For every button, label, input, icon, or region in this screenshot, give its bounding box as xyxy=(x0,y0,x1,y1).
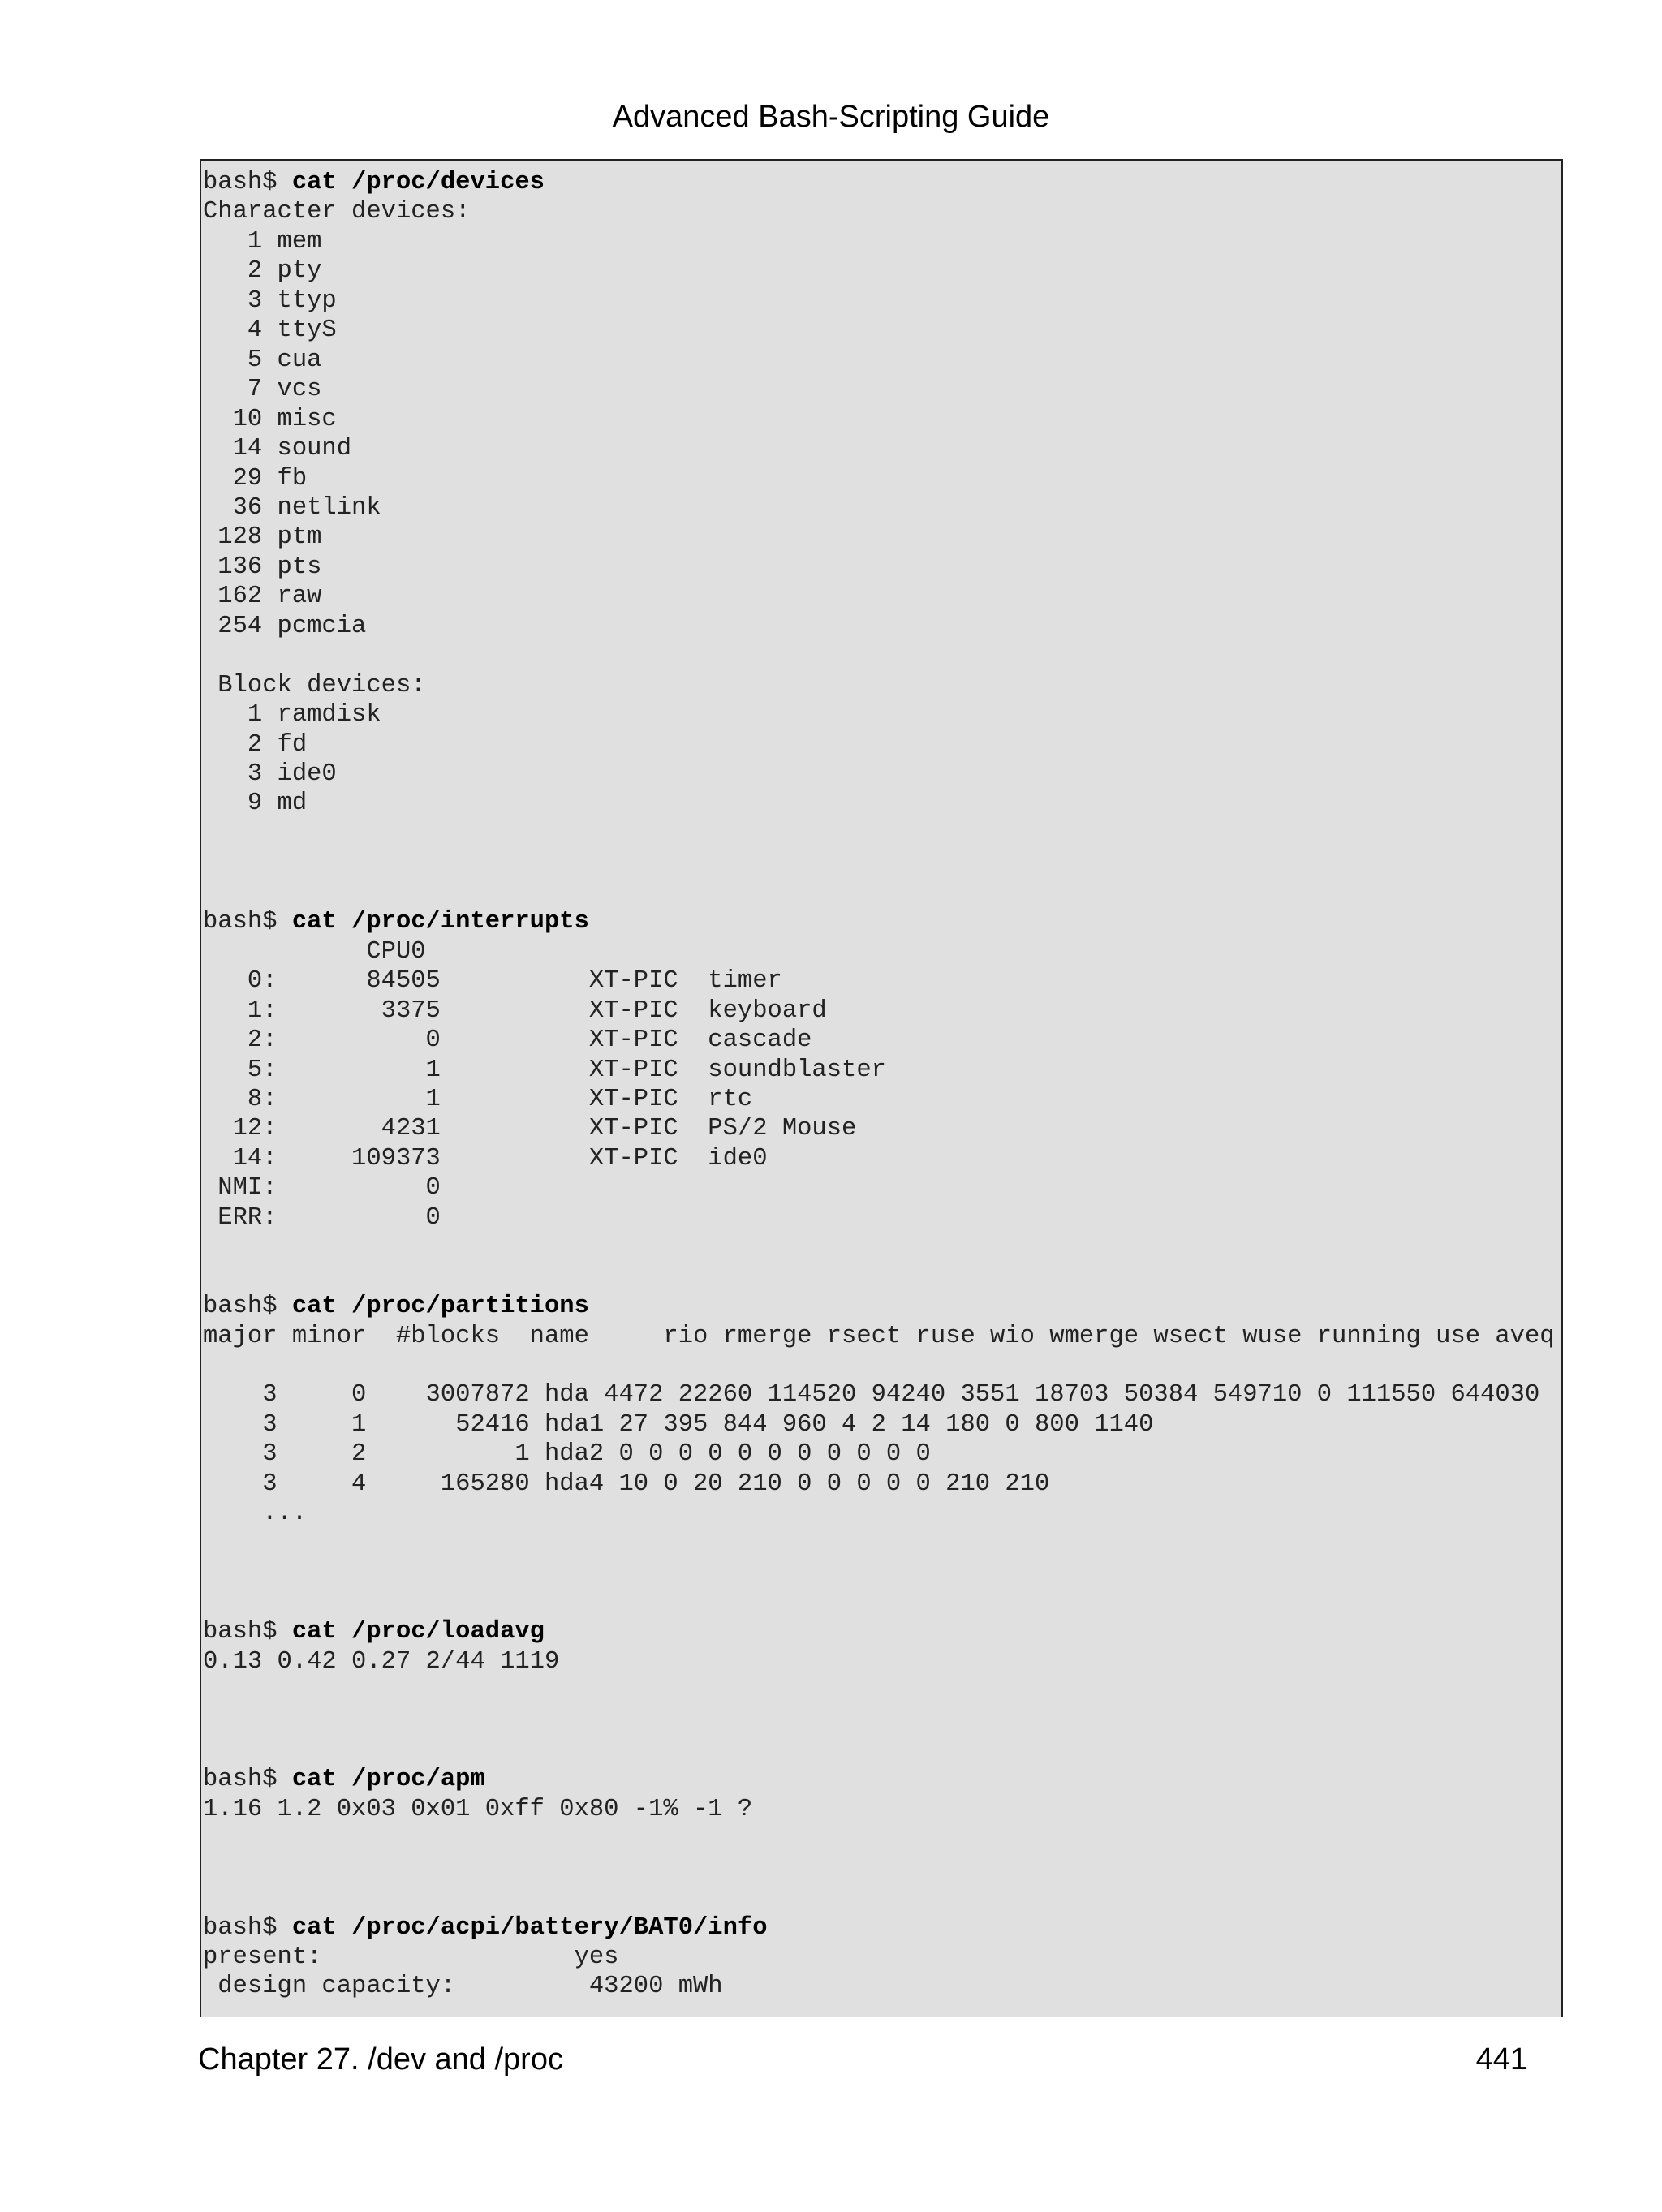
chapter-title: Chapter 27. /dev and /proc xyxy=(198,2042,563,2076)
command-text: cat /proc/loadavg xyxy=(291,1618,545,1646)
output-line: 12: 4231 XT-PIC PS/2 Mouse xyxy=(203,1115,857,1143)
page-header: Advanced Bash-Scripting Guide xyxy=(612,100,1050,134)
output-line: ERR: 0 xyxy=(203,1203,441,1232)
output-line: 8: 1 XT-PIC rtc xyxy=(203,1085,753,1113)
command-line xyxy=(203,907,589,936)
output-line: 2 pty xyxy=(203,257,322,286)
output-line: 3 1 52416 hda1 27 395 844 960 4 2 14 180 0 800 1140 xyxy=(203,1410,1154,1439)
output-line: 4 ttyS xyxy=(203,316,337,345)
output-line: 3 ttyp xyxy=(203,286,337,315)
output-line: 128 ptm xyxy=(203,523,322,552)
output-line: 1.16 1.2 0x03 0x01 0xff 0x80 -1% -1 ? xyxy=(203,1795,753,1823)
page-number: 441 xyxy=(1475,2042,1527,2076)
output-line: NMI: 0 xyxy=(203,1174,441,1203)
output-line: 5 cua xyxy=(203,346,322,374)
command-line xyxy=(203,168,545,197)
output-line: 3 4 165280 hda4 10 0 20 210 0 0 0 0 0 210 210 xyxy=(203,1470,1050,1498)
output-line: 14: 109373 XT-PIC ide0 xyxy=(203,1144,768,1173)
output-line: ... xyxy=(203,1500,308,1528)
shell-prompt: bash$ xyxy=(203,1618,278,1646)
output-line: major minor #blocks name rio rmerge rsect ruse wio wmerge wsect wuse running use aveq xyxy=(203,1322,1555,1350)
shell-prompt: bash$ xyxy=(203,1293,278,1321)
output-line: 162 raw xyxy=(203,583,322,611)
output-line: CPU0 xyxy=(203,937,426,966)
output-line: 14 sound xyxy=(203,435,352,463)
output-line: design capacity: 43200 mWh xyxy=(203,1973,723,2001)
output-line: 10 misc xyxy=(203,405,337,433)
output-line: present: yes xyxy=(203,1943,619,1971)
shell-prompt: bash$ xyxy=(203,1913,278,1942)
output-line: 36 netlink xyxy=(203,493,381,522)
command-line xyxy=(203,1292,589,1321)
output-line: Character devices: xyxy=(203,198,471,226)
output-line: Block devices: xyxy=(203,671,426,699)
command-text: cat /proc/interrupts xyxy=(291,908,589,936)
output-line: 0: 84505 XT-PIC timer xyxy=(203,967,782,996)
output-line: 7 vcs xyxy=(203,376,322,404)
output-line: 1 mem xyxy=(203,227,322,256)
output-line: 2 fd xyxy=(203,730,308,759)
shell-prompt: bash$ xyxy=(203,1766,278,1794)
output-line: 9 md xyxy=(203,790,308,818)
command-text: cat /proc/apm xyxy=(291,1766,485,1794)
output-line: 254 pcmcia xyxy=(203,612,367,640)
output-line: 5: 1 XT-PIC soundblaster xyxy=(203,1056,886,1084)
command-text: cat /proc/partitions xyxy=(291,1293,589,1321)
output-line: 3 0 3007872 hda 4472 22260 114520 94240 3551 18703 50384 549710 0 111550 644030 xyxy=(203,1381,1540,1409)
command-line xyxy=(203,1765,485,1794)
output-line: 2: 0 XT-PIC cascade xyxy=(203,1026,812,1055)
shell-prompt: bash$ xyxy=(203,908,278,936)
output-line: 29 fb xyxy=(203,464,308,493)
output-line: 1: 3375 XT-PIC keyboard xyxy=(203,996,827,1025)
output-line: 136 pts xyxy=(203,553,322,581)
output-line: 3 2 1 hda2 0 0 0 0 0 0 0 0 0 0 0 xyxy=(203,1440,931,1469)
terminal-listing xyxy=(200,159,1563,2017)
command-text: cat /proc/acpi/battery/BAT0/info xyxy=(291,1913,768,1942)
command-line xyxy=(203,1913,768,1943)
output-line: 0.13 0.42 0.27 2/44 1119 xyxy=(203,1647,560,1676)
command-line xyxy=(203,1617,545,1646)
output-line: 1 ramdisk xyxy=(203,701,381,729)
shell-prompt: bash$ xyxy=(203,169,278,196)
output-line: 3 ide0 xyxy=(203,760,337,788)
command-text: cat /proc/devices xyxy=(291,169,545,196)
